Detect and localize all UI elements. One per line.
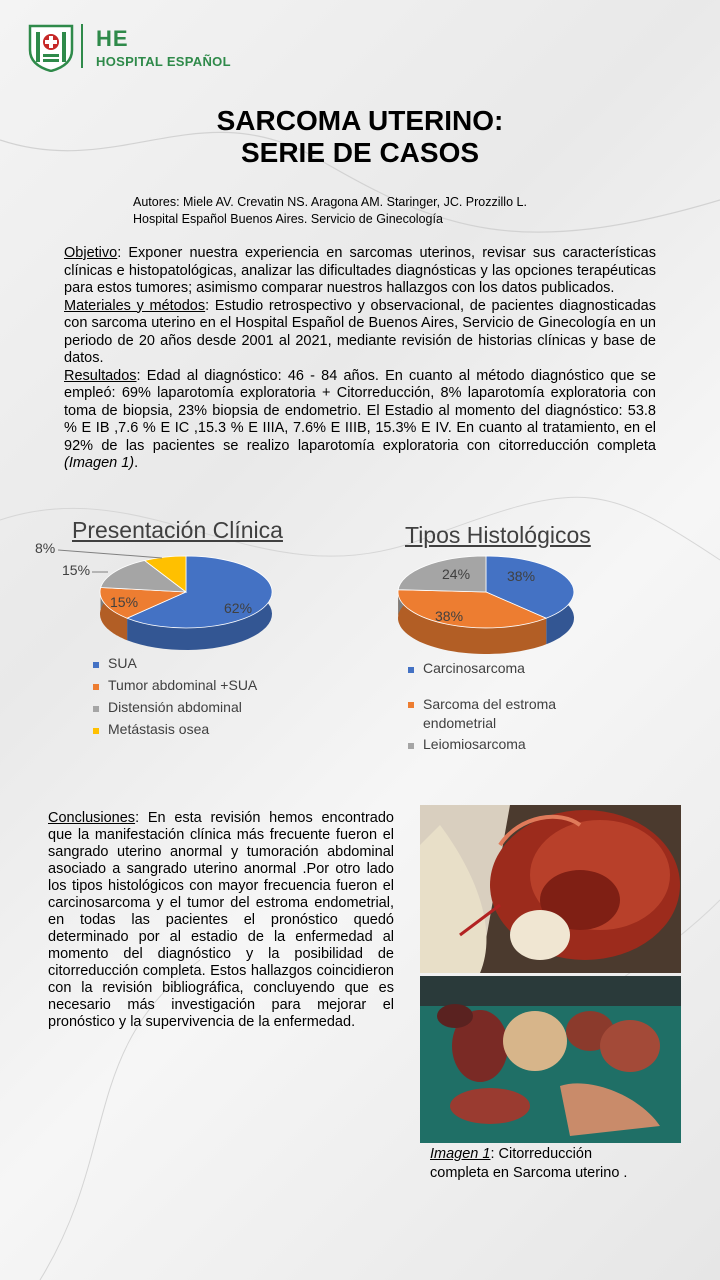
legend-label: SUA: [108, 655, 137, 671]
chart-1-leader-lines: [56, 548, 176, 578]
legend-item-tumor: [93, 677, 257, 699]
legend-swatch: [408, 667, 414, 673]
legend-swatch: [93, 684, 99, 690]
legend-swatch: [93, 728, 99, 734]
chart-1-label-metastasis: 8%: [35, 540, 56, 556]
logo-hospital-name: HOSPITAL ESPAÑOL: [96, 54, 231, 69]
legend-swatch: [408, 702, 414, 708]
chart-2-label-carcinosarcoma: 38%: [507, 568, 536, 584]
legend-item-distension: [93, 699, 257, 721]
legend-label: Distensión abdominal: [108, 699, 242, 715]
caption-text-1: : Citorreducción: [490, 1146, 593, 1162]
title-line-2: SERIE DE CASOS: [240, 137, 480, 168]
resultados-paragraph: [64, 368, 656, 473]
hospital-logo: [26, 22, 256, 74]
legend-item-estroma: [408, 695, 588, 733]
legend-item-leiomiosarcoma: [408, 736, 588, 752]
legend-swatch: [93, 706, 99, 712]
chart-1-label-distension: 15%: [62, 562, 91, 578]
chart-2-pie: [396, 552, 578, 658]
objetivo-paragraph: [64, 245, 656, 298]
hospital-shield-icon: [26, 22, 76, 72]
conclusiones-label: Conclusiones: [48, 810, 136, 826]
legend-label: Carcinosarcoma: [423, 660, 525, 676]
legend-label: Leiomiosarcoma: [423, 736, 526, 752]
resultados-label: Resultados: [64, 367, 137, 384]
objetivo-text: : Exponer nuestra experiencia en sarcomas uterinos, revisar sus características clínicas e histopatológicas, analizar las dificultades diagnósticas y las opciones terapéuticas para estos tumores; asimismo comparar nuestros hallazgos con los datos publicados.: [64, 245, 656, 296]
title-line-1: SARCOMA UTERINO:: [216, 105, 504, 136]
conclusiones-text: : En esta revisión hemos encontrado que la manifestación clínica más frecuente fueron el sangrado uterino anormal y tumoración abdominal asociado a sangrado uterino anormal .Por otro lado los tipos histológicos con mayor frecuencia fueron el carcinosarcoma y el tumor del estroma endometrial, en todas las pacientes el pronóstico quedó determinado por al estadio de la enfermedad al momento del diagnóstico y la posibilidad de citorreducción completa. Estos hallazgos coincidieron con la revisión bibliográfica, concluyendo que es necesario más investigación para mejorar el pronóstico y la supervivencia de la enfermedad.: [48, 810, 394, 1030]
chart-1-label-sua: 62%: [224, 600, 253, 616]
legend-item-metastasis: [93, 721, 257, 743]
legend-label-line-2: endometrial: [423, 715, 497, 731]
legend-label-line-1: Sarcoma del estroma: [423, 696, 557, 712]
logo-abbreviation: HE: [96, 26, 129, 51]
specimen-photo-image: [420, 976, 681, 1143]
surgery-photo: [420, 805, 681, 973]
chart-1-legend: [93, 655, 257, 743]
logo-divider: [81, 24, 83, 68]
conclusiones-paragraph: [48, 810, 394, 1031]
authors-names: Autores: Miele AV. Crevatin NS. Aragona AM. Staringer, JC. Prozzillo L.: [133, 195, 527, 209]
poster-title: [0, 105, 720, 169]
legend-label: Metástasis osea: [108, 721, 210, 737]
authors-institution: Hospital Español Buenos Aires. Servicio de Ginecología: [133, 212, 443, 226]
resultados-text: : Edad al diagnóstico: 46 - 84 años. En cuanto al método diagnóstico que se empleó: 69% laparotomía exploratoria + Citorreducción, 8% laparotomía exploratoria con toma de biopsia, 23% biopsia de endometrio. El Estadio al momento del diagnóstico: 53.8 % E IB ,7.6 % E IC ,15.3 % E IIIA, 7.6% E IIIB, 15.3% E IV. En cuanto al tratamiento, en el 92% de las pacientes se realizo laparotomía exploratoria con citorreducción completa: [64, 367, 656, 454]
objetivo-label: Objetivo: [64, 245, 118, 261]
legend-swatch: [93, 662, 99, 668]
legend-item-sua: [93, 655, 257, 677]
authors-block: [133, 194, 527, 228]
materiales-text: : Estudio retrospectivo y observacional, de pacientes diagnosticadas con sarcoma uterino en el Hospital Español de Buenos Aires, Servicio de Ginecología en un periodo de 20 años desde 2001 al 2021, mediante revisión de historias clínicas y base de datos.: [64, 297, 656, 366]
chart-1-title: Presentación Clínica: [72, 517, 283, 543]
chart-1-label-tumor: 15%: [110, 594, 139, 610]
body-text: [64, 245, 656, 473]
materiales-label: Materiales y métodos: [64, 297, 206, 314]
resultados-image-ref: (Imagen 1): [64, 455, 135, 471]
materiales-paragraph: [64, 298, 656, 368]
chart-2-label-leiomiosarcoma: 24%: [442, 566, 471, 582]
surgery-photo-image: [420, 805, 681, 973]
resultados-end: .: [134, 455, 139, 471]
specimen-photo: [420, 976, 681, 1143]
image-caption: [430, 1145, 680, 1183]
chart-2-title: Tipos Histológicos: [405, 522, 591, 548]
caption-label: Imagen 1: [430, 1146, 491, 1162]
caption-text-2: completa en Sarcoma uterino .: [430, 1165, 628, 1181]
chart-2-legend: [408, 660, 588, 752]
legend-swatch: [408, 743, 414, 749]
legend-item-carcinosarcoma: [408, 660, 588, 676]
legend-label: Tumor abdominal +SUA: [108, 677, 258, 693]
chart-2-label-estroma: 38%: [435, 608, 464, 624]
